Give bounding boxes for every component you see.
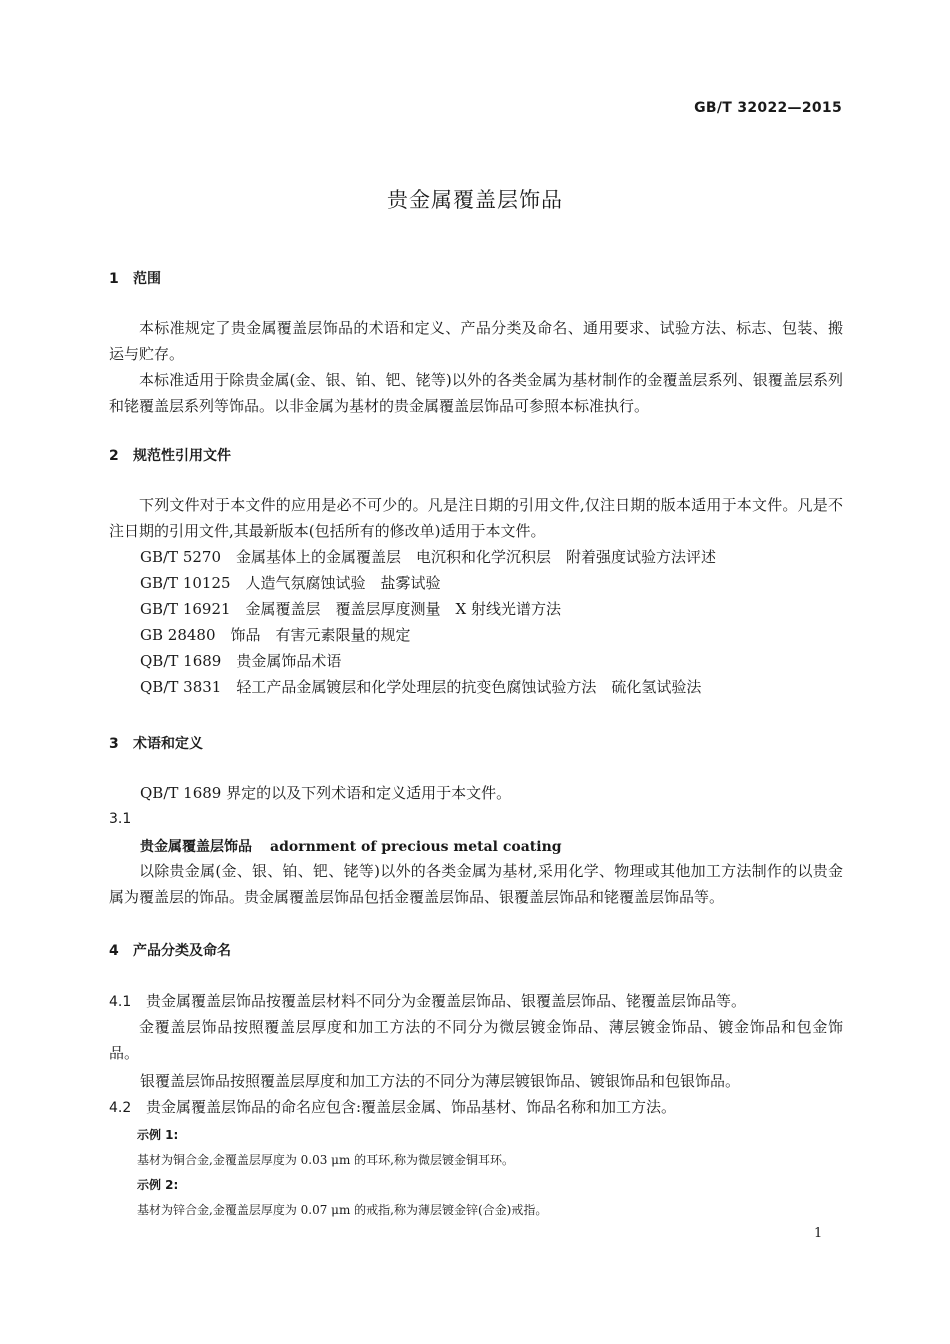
section-title: 规范性引用文件	[133, 448, 231, 464]
term-number: 3.1	[109, 811, 132, 827]
clause-number: 4.2	[109, 1100, 132, 1116]
clause-text: 贵金属覆盖层饰品的命名应包含:覆盖层金属、饰品基材、饰品名称和加工方法。	[146, 1098, 677, 1116]
term-chinese: 贵金属覆盖层饰品	[140, 839, 252, 855]
example-2-text: 基材为锌合金,金覆盖层厚度为 0.07 μm 的戒指,称为薄层镀金锌(合金)戒指。	[137, 1203, 548, 1217]
reference-item: QB/T 3831 轻工产品金属镀层和化学处理层的抗变色腐蚀试验方法 硫化氢试验法	[140, 678, 702, 696]
term-heading	[140, 836, 562, 856]
section-2-heading	[109, 445, 231, 465]
section-number: 2	[109, 448, 119, 464]
section-number: 4	[109, 943, 119, 959]
clause-number: 4.1	[109, 994, 132, 1010]
standard-number: GB/T 32022—2015	[694, 100, 842, 116]
reference-item: GB/T 5270 金属基体上的金属覆盖层 电沉积和化学沉积层 附着强度试验方法评述	[140, 548, 717, 566]
reference-item: GB/T 10125 人造气氛腐蚀试验 盐雾试验	[140, 574, 441, 592]
section-title: 范围	[133, 271, 161, 287]
clause-4-1-paragraph: 银覆盖层饰品按照覆盖层厚度和加工方法的不同分为薄层镀银饰品、镀银饰品和包银饰品。	[140, 1072, 741, 1090]
section-1-paragraph: 本标准规定了贵金属覆盖层饰品的术语和定义、产品分类及命名、通用要求、试验方法、标志、包装、搬运与贮存。	[109, 319, 843, 363]
section-4-heading	[109, 940, 231, 960]
section-3-intro: QB/T 1689 界定的以及下列术语和定义适用于本文件。	[140, 784, 512, 802]
reference-item: QB/T 1689 贵金属饰品术语	[140, 652, 342, 670]
section-number: 3	[109, 736, 119, 752]
reference-item: GB/T 16921 金属覆盖层 覆盖层厚度测量 X 射线光谱方法	[140, 600, 561, 618]
page-number: 1	[814, 1226, 823, 1241]
term-english: adornment of precious metal coating	[270, 839, 562, 855]
example-1-text: 基材为铜合金,金覆盖层厚度为 0.03 μm 的耳环,称为微层镀金铜耳环。	[137, 1153, 514, 1167]
clause-4-1-paragraph: 金覆盖层饰品按照覆盖层厚度和加工方法的不同分为微层镀金饰品、薄层镀金饰品、镀金饰品和包金饰品。	[109, 1018, 843, 1062]
reference-item: GB 28480 饰品 有害元素限量的规定	[140, 626, 411, 644]
section-title: 产品分类及命名	[133, 943, 231, 959]
clause-text: 贵金属覆盖层饰品按覆盖层材料不同分为金覆盖层饰品、银覆盖层饰品、铑覆盖层饰品等。	[146, 992, 747, 1010]
document-title: 贵金属覆盖层饰品	[387, 188, 563, 212]
clause-4-2	[109, 1096, 676, 1117]
clause-4-1	[109, 990, 746, 1011]
section-1-paragraph: 本标准适用于除贵金属(金、银、铂、钯、铑等)以外的各类金属为基材制作的金覆盖层系列、银覆盖层系列和铑覆盖层系列等饰品。以非金属为基材的贵金属覆盖层饰品可参照本标准执行。	[109, 371, 843, 415]
example-2-label: 示例 2:	[137, 1178, 179, 1192]
section-number: 1	[109, 271, 119, 287]
section-1-heading	[109, 268, 161, 288]
example-1-label: 示例 1:	[137, 1128, 179, 1142]
section-2-intro: 下列文件对于本文件的应用是必不可少的。凡是注日期的引用文件,仅注日期的版本适用于本文件。凡是不注日期的引用文件,其最新版本(包括所有的修改单)适用于本文件。	[109, 496, 843, 540]
term-definition: 以除贵金属(金、银、铂、钯、铑等)以外的各类金属为基材,采用化学、物理或其他加工方法制作的以贵金属为覆盖层的饰品。贵金属覆盖层饰品包括金覆盖层饰品、银覆盖层饰品和铑覆盖层饰品等。	[109, 862, 843, 906]
section-title: 术语和定义	[133, 736, 203, 752]
section-3-heading	[109, 733, 203, 753]
